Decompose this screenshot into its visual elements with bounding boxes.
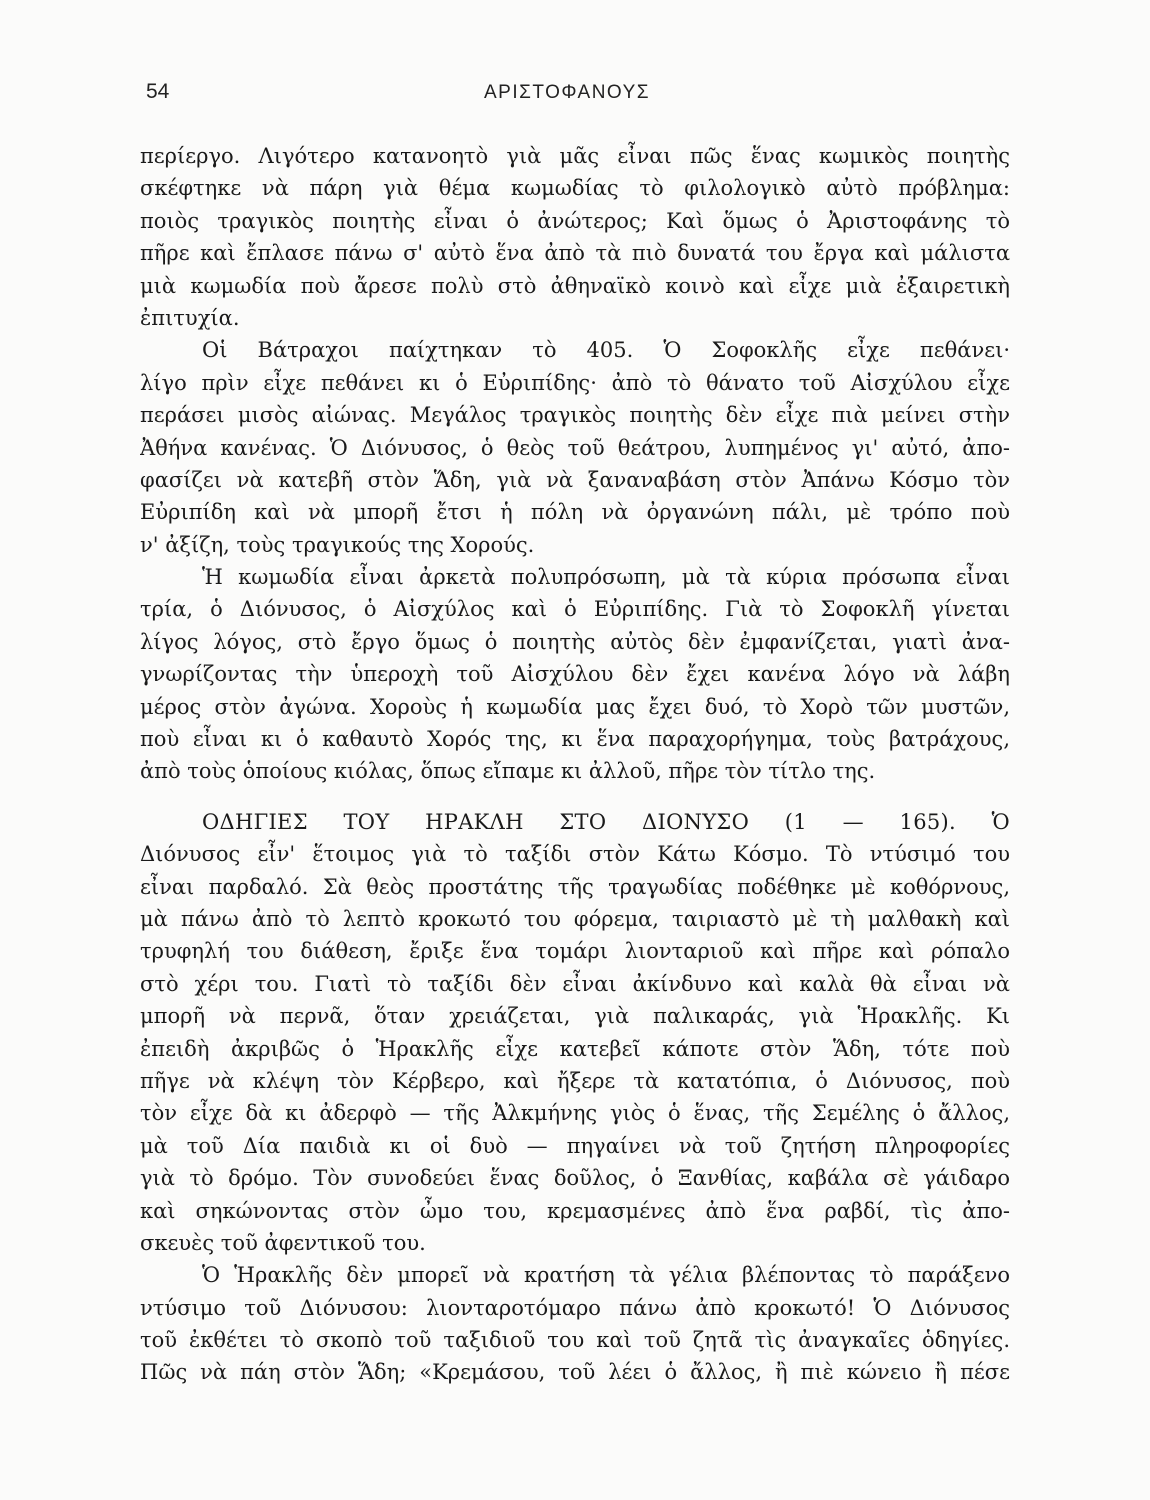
text-line: τρία, ὁ Διόνυσος, ὁ Αἰσχύλος καὶ ὁ Εὐριπίδης. Γιὰ τὸ Σοφοκλῆ γίνεται xyxy=(140,597,1010,622)
text-line: μέρος στὸν ἀγώνα. Χοροὺς ἡ κωμωδία μας ἔχει δυό, τὸ Χορὸ τῶν μυστῶν, xyxy=(140,694,1010,719)
running-title: ΑΡΙΣΤΟΦΑΝΟΥΣ xyxy=(484,82,651,103)
text-line: πῆρε καὶ ἔπλασε πάνω σ' αὐτὸ ἕνα ἀπὸ τὰ πιὸ δυνατά του ἔργα καὶ μάλιστα xyxy=(140,241,1010,266)
text-line: ἐπειδὴ ἀκριβῶς ὁ Ἡρακλῆς εἶχε κατεβεῖ κάποτε στὸν Ἅδη, τότε ποὺ xyxy=(140,1036,1010,1061)
text-line: Διόνυσος εἶν' ἕτοιμος γιὰ τὸ ταξίδι στὸν Κάτω Κόσμο. Τὸ ντύσιμό του xyxy=(140,842,1010,867)
page-number: 54 xyxy=(146,80,170,103)
text-line: Πῶς νὰ πάη στὸν Ἅδη; «Κρεμάσου, τοῦ λέει ὁ ἄλλος, ἢ πιὲ κώνειο ἢ πέσε xyxy=(140,1360,1010,1385)
text-line: ἐπιτυχία. xyxy=(140,305,240,330)
text-line: καὶ σηκώνοντας στὸν ὦμο του, κρεμασμένες ἀπὸ ἕνα ραβδί, τὶς ἀπο- xyxy=(140,1198,1010,1223)
text-line: Ἀθήνα κανένας. Ὁ Διόνυσος, ὁ θεὸς τοῦ θεάτρου, λυπημένος γι' αὐτό, ἀπο- xyxy=(140,435,1010,460)
text-line: Οἱ Βάτραχοι παίχτηκαν τὸ 405. Ὁ Σοφοκλῆς εἶχε πεθάνει· xyxy=(202,338,1010,363)
text-line: ντύσιμο τοῦ Διόνυσου: λιονταροτόμαρο πάνω ἀπὸ κροκωτό! Ὁ Διόνυσος xyxy=(140,1295,1010,1320)
text-line: περάσει μισὸς αἰώνας. Μεγάλος τραγικὸς ποιητὴς δὲν εἶχε πιὰ μείνει στὴν xyxy=(140,403,1010,428)
text-line: γνωρίζοντας τὴν ὑπεροχὴ τοῦ Αἰσχύλου δὲν ἔχει κανένα λόγο νὰ λάβη xyxy=(140,662,1010,687)
text-line: Ἡ κωμωδία εἶναι ἀρκετὰ πολυπρόσωπη, μὰ τὰ κύρια πρόσωπα εἶναι xyxy=(202,565,1010,590)
text-line: ἀπὸ τοὺς ὁποίους κιόλας, ὅπως εἴπαμε κι ἀλλοῦ, πῆρε τὸν τίτλο της. xyxy=(140,759,876,784)
text-line: μιὰ κωμωδία ποὺ ἄρεσε πολὺ στὸ ἀθηναϊκὸ κοινὸ καὶ εἶχε μιὰ ἐξαιρετικὴ xyxy=(140,273,1010,298)
section-heading: ΟΔΗΓΙΕΣ ΤΟΥ ΗΡΑΚΛΗ ΣΤΟ ΔΙΟΝΥΣΟ (1 — 165). Ὁ xyxy=(202,809,1010,834)
text-line: πῆγε νὰ κλέψη τὸν Κέρβερο, καὶ ἤξερε τὰ κατατόπια, ὁ Διόνυσος, ποὺ xyxy=(140,1068,1010,1093)
text-line: σκέφτηκε νὰ πάρη γιὰ θέμα κωμωδίας τὸ φιλολογικὸ αὐτὸ πρόβλημα: xyxy=(140,176,1010,201)
text-line: μπορῆ νὰ περνᾶ, ὅταν χρειάζεται, γιὰ παλικαράς, γιὰ Ἡρακλῆς. Κι xyxy=(140,1004,1010,1029)
text-line: ν' ἀξίζη, τοὺς τραγικούς της Χορούς. xyxy=(140,532,535,557)
text-line: Εὐριπίδη καὶ νὰ μπορῆ ἔτσι ἡ πόλη νὰ ὀργανώνη πάλι, μὲ τρόπο ποὺ xyxy=(140,500,1010,525)
text-line: στὸ χέρι του. Γιατὶ τὸ ταξίδι δὲν εἶναι ἀκίνδυνο καὶ καλὰ θὰ εἶναι νὰ xyxy=(140,971,1010,996)
text-line: λίγο πρὶν εἶχε πεθάνει κι ὁ Εὐριπίδης· ἀπὸ τὸ θάνατο τοῦ Αἰσχύλου εἶχε xyxy=(140,370,1010,395)
text-line: τοῦ ἐκθέτει τὸ σκοπὸ τοῦ ταξιδιοῦ του καὶ τοῦ ζητᾶ τὶς ἀναγκαῖες ὁδηγίες. xyxy=(140,1328,1010,1353)
text-line: τὸν εἶχε δὰ κι ἀδερφὸ — τῆς Ἀλκμήνης γιὸς ὁ ἕνας, τῆς Σεμέλης ὁ ἄλλος, xyxy=(140,1101,1010,1126)
text-line: μὰ πάνω ἀπὸ τὸ λεπτὸ κροκωτό του φόρεμα, ταιριαστὸ μὲ τὴ μαλθακὴ καὶ xyxy=(140,906,1010,931)
text-line: φασίζει νὰ κατεβῆ στὸν Ἅδη, γιὰ νὰ ξαναναβάση στὸν Ἀπάνω Κόσμο τὸν xyxy=(140,467,1010,492)
text-line: λίγος λόγος, στὸ ἔργο ὅμως ὁ ποιητὴς αὐτὸς δὲν ἐμφανίζεται, γιατὶ ἀνα- xyxy=(140,629,1010,654)
text-line: Ὁ Ἡρακλῆς δὲν μπορεῖ νὰ κρατήση τὰ γέλια βλέποντας τὸ παράξενο xyxy=(202,1263,1010,1288)
text-line: ποιὸς τραγικὸς ποιητὴς εἶναι ὁ ἀνώτερος; Καὶ ὅμως ὁ Ἀριστοφάνης τὸ xyxy=(140,208,1010,233)
text-line: σκευὲς τοῦ ἀφεντικοῦ του. xyxy=(140,1230,426,1255)
section-spacer xyxy=(140,788,1010,806)
body-text xyxy=(140,140,1010,1389)
text-line: τρυφηλή του διάθεση, ἔριξε ἕνα τομάρι λιονταριοῦ καὶ πῆρε καὶ ρόπαλο xyxy=(140,939,1010,964)
text-line: μὰ τοῦ Δία παιδιὰ κι οἱ δυὸ — πηγαίνει νὰ τοῦ ζητήση πληροφορίες xyxy=(140,1133,1010,1158)
text-line: περίεργο. Λιγότερο κατανοητὸ γιὰ μᾶς εἶναι πῶς ἕνας κωμικὸς ποιητὴς xyxy=(140,144,1010,168)
running-head xyxy=(146,80,1006,110)
text-line: ποὺ εἶναι κι ὁ καθαυτὸ Χορός της, κι ἕνα παραχορήγημα, τοὺς βατράχους, xyxy=(140,727,1010,752)
text-line: γιὰ τὸ δρόμο. Τὸν συνοδεύει ἕνας δοῦλος, ὁ Ξανθίας, καβάλα σὲ γάιδαρο xyxy=(140,1166,1010,1191)
text-line: εἶναι παρδαλό. Σὰ θεὸς προστάτης τῆς τραγωδίας ποδέθηκε μὲ κοθόρνους, xyxy=(140,874,1010,899)
